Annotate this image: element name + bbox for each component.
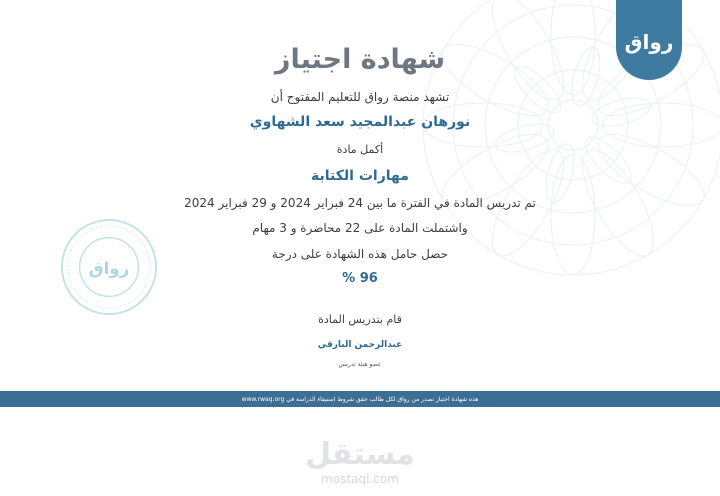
watermark-arabic: مستقل bbox=[305, 437, 415, 472]
course-name: مهارات الكتابة bbox=[311, 168, 409, 184]
rwaq-seal bbox=[60, 218, 158, 316]
instructor-role: عضو هيئة تدريس bbox=[338, 361, 382, 368]
course-period: تم تدريس المادة في الفترة ما بين 24 فبراير 2024 و 29 فبراير 2024 bbox=[184, 196, 536, 210]
instructor-name: عبدالرحمن البارقي bbox=[317, 340, 403, 350]
course-content: واشتملت المادة على 22 محاضرة و 3 مهام bbox=[252, 221, 468, 235]
footer-bar bbox=[0, 391, 720, 407]
seal-text: رواق bbox=[88, 258, 130, 278]
grade-label: حصل حامل هذه الشهادة على درجة bbox=[271, 247, 449, 261]
rwaq-logo: رواق bbox=[616, 0, 682, 80]
taught-by-label: قام بتدريس المادة bbox=[318, 313, 402, 326]
intro-text: تشهد منصة رواق للتعليم المفتوح أن bbox=[270, 90, 450, 104]
grade-value: 96 % bbox=[342, 271, 378, 286]
mostaql-watermark bbox=[300, 437, 420, 486]
footer-text: هذه شهادة اجتياز تصدر من رواق لكل طالب حقق شروط استيفاء الدراسة في www.rwaq.org bbox=[241, 395, 479, 403]
watermark-url: mostaql.com bbox=[321, 472, 399, 486]
recipient-name: نورهان عبدالمجيد سعد الشهاوي bbox=[249, 114, 471, 130]
completed-label: أكمل مادة bbox=[336, 143, 384, 156]
certificate-title: شهادة اجتياز bbox=[274, 44, 446, 75]
